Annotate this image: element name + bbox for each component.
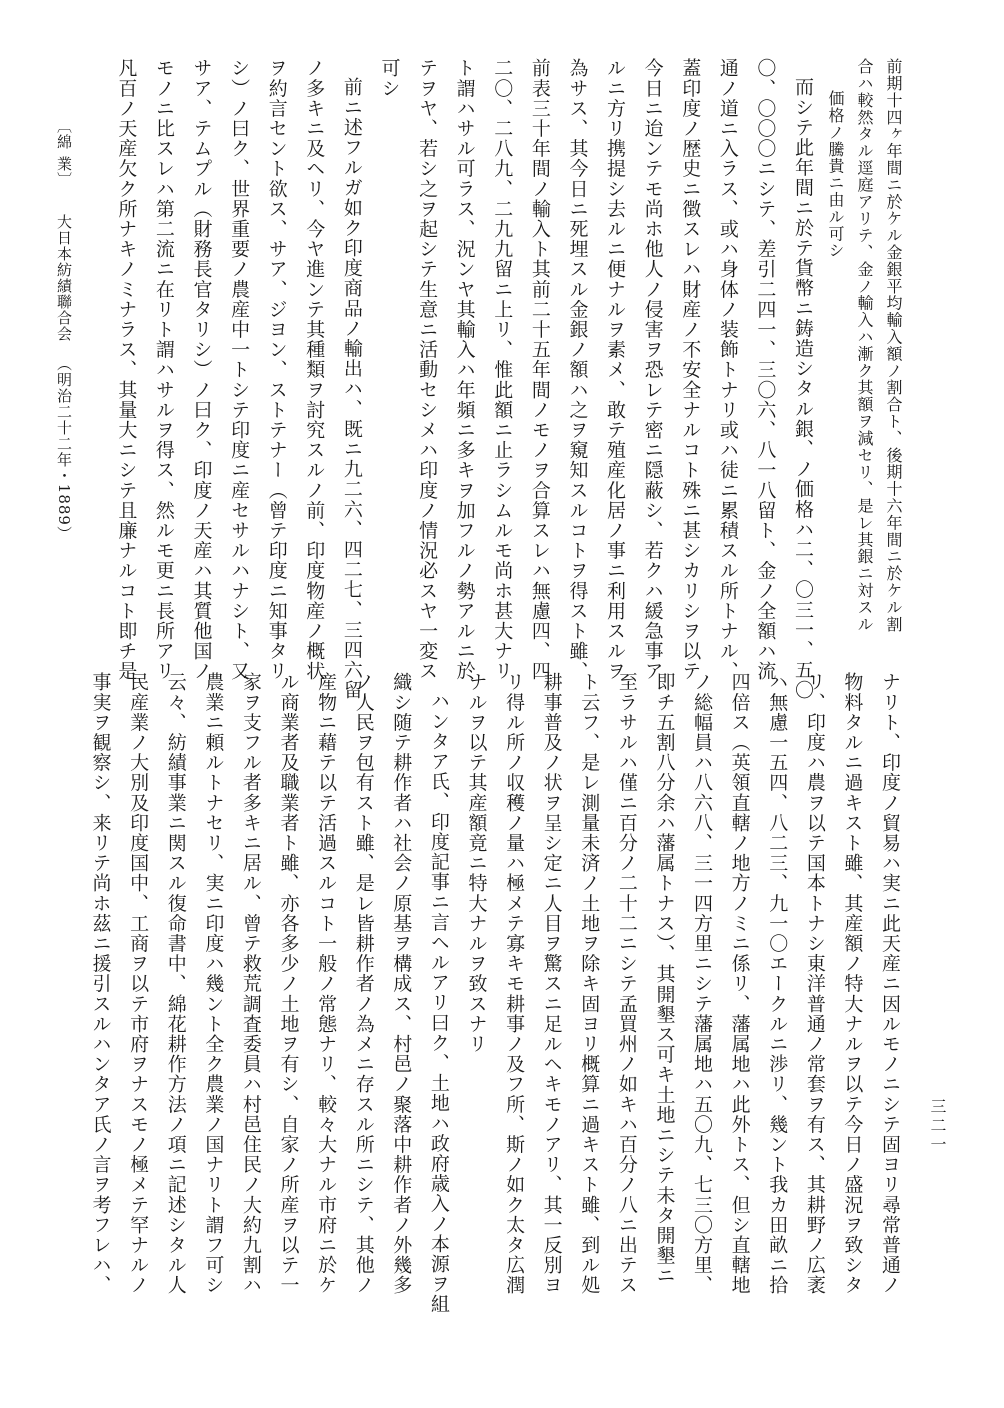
text-column: 織シ随テ耕作者ハ社会ノ原基ヲ構成ス、村邑ノ聚落中耕作者ノ外幾多 — [390, 672, 413, 1296]
text-column: ヲ約言セント欲ス、サア、ジヨン、ストテナー（曾テ印度ニ知事タリ — [265, 58, 288, 682]
text-column: 而シテ此年間ニ於テ貨幣ニ鋳造シタル銀、ノ価格ハ二、〇三一、五〇 — [792, 77, 814, 701]
text-column: 至ラサルハ僅ニ百分ノ二十二ニシテ孟買州ノ如キハ百分ノ八ニ出テス — [615, 672, 638, 1296]
text-column: テヲヤ、若シ之ヲ起シテ生意ニ活動セシメハ印度ノ情況必スヤ一変ス — [416, 58, 439, 682]
text-column: 民産業ノ大別及印度国中、工商ヲ以テ市府ヲナスモノ極メテ罕ナルノ — [127, 672, 150, 1296]
text-column: 即チ五割八分余ハ藩属トナス）、其開墾ス可キ土地ニシテ未タ開墾ニ — [653, 672, 676, 1286]
text-column: 前期十四ヶ年間ニ於ケル金銀平均輸入額ノ割合ト、後期十六年間ニ於ケル割 — [884, 58, 903, 633]
text-column: リ、印度ハ農ヲ以テ国本トナシ東洋普通ノ常套ヲ有ス、其耕野ノ広袤 — [803, 672, 826, 1296]
text-column: 価格ノ騰貴ニ由ル可シ — [826, 90, 845, 259]
text-column: 通ノ道ニ入ラス、或ハ身体ノ装飾トナリ或ハ徒ニ累積スル所トナル、 — [716, 58, 739, 682]
text-column: 二〇、二八九、二九九留ニ上リ、惟此額ニ止ラシムルモ尚ホ甚大ナリ — [491, 58, 514, 682]
text-column: 可シ — [378, 58, 401, 99]
text-column: ノ総幅員ハ八六八、三一四方里ニシテ藩属地ハ五〇九、七三〇方里、 — [691, 672, 714, 1296]
text-column: 前表三十年間ノ輸入ト其前二十五年間ノモノヲ合算スレハ無慮四、四 — [528, 58, 551, 682]
text-column: 今日ニ迨ンテモ尚ホ他人ノ侵害ヲ恐レテ密ニ隠蔽シ、若クハ緩急事ア — [641, 58, 664, 682]
text-column: ハ無慮一五四、八二三、九一〇エークルニ渉リ、幾ント我カ田畝ニ拾 — [766, 672, 789, 1296]
page-number: 三二一 — [928, 1098, 947, 1155]
text-column: 事実ヲ観察シ、来リテ尚ホ茲ニ援引スルハンタア氏ノ言ヲ考フレハ、 — [89, 672, 112, 1296]
text-column: モノニ比スレハ第二流ニ在リト謂ハサルヲ得ス、然ルモ更ニ長所アリ — [152, 58, 175, 682]
text-column: 凡百ノ天産欠ク所ナキノミナラス、其量大ニシテ且廉ナルコト即チ是 — [115, 58, 138, 682]
text-column: 〇、〇〇〇ニシテ、差引二四一、三〇六、八一八留ト、金ノ全額ハ流 — [754, 58, 777, 682]
footer-publisher: 大日本紡績聯合会 — [55, 213, 73, 342]
text-column: 農業ニ頼ルトナセリ、実ニ印度ハ幾ント全ク農業ノ国ナリト謂フ可シ — [202, 672, 225, 1296]
text-column: 物料タルニ過キスト雖、其産額ノ特大ナルヲ以テ今日ノ盛況ヲ致シタ — [841, 672, 864, 1296]
footer-date: （明治二十二年・1889） — [55, 355, 73, 542]
text-column: リ得ル所ノ収穫ノ量ハ極メテ寡キモ耕事ノ及フ所、斯ノ如ク太タ広潤 — [503, 672, 526, 1296]
text-column: ノ多キニ及ヘリ、今ヤ進ンテ其種類ヲ討究スルノ前、印度物産ノ概状 — [303, 58, 326, 682]
upper-text-block — [107, 58, 908, 701]
text-column: ノ人民ヲ包有スト雖、是レ皆耕作者ノ為メニ存スル所ニシテ、其他ノ — [352, 672, 375, 1296]
text-column: ル商業者及職業者ト雖、亦各多少ノ土地ヲ有シ、自家ノ所産ヲ以テ一 — [277, 672, 300, 1296]
text-column: ハンタア氏、印度記事ニ言ヘルアリ曰ク、土地ハ政府歳入ノ本源ヲ組 — [427, 691, 450, 1315]
footer-section-label: 〔綿 業〕 — [55, 118, 73, 188]
text-column: ナリト、印度ノ貿易ハ実ニ此天産ニ因ルモノニシテ固ヨリ尋常普通ノ — [879, 672, 901, 1296]
text-column: ト謂ハサル可ラス、況ンヤ其輸入ハ年頻ニ多キヲ加フルノ勢アルニ於 — [453, 58, 476, 682]
text-column: シ）ノ曰ク、世界重要ノ農産中一トシテ印度ニ産セサルハナシト、又 — [228, 58, 251, 682]
lower-text-block — [81, 672, 908, 1315]
text-column: ナルヲ以テ其産額竟ニ特大ナルヲ致スナリ — [465, 672, 488, 1054]
running-footer — [54, 118, 75, 678]
text-column: 四倍ス（英領直轄ノ地方ノミニ係リ、藩属地ハ此外トス、但シ直轄地 — [728, 672, 751, 1296]
text-column: 蓋印度ノ歴史ニ徴スレハ財産ノ不安全ナルコト殊ニ甚シカリシヲ以テ — [679, 58, 702, 682]
text-column: ト云フ、是レ測量未済ノ土地ヲ除キ固ヨリ概算ニ過キスト雖、到ル処 — [578, 672, 601, 1296]
text-column: 家ヲ支フル者多キニ居ル、曾テ救荒調査委員ハ村邑住民ノ大約九割ハ — [239, 672, 262, 1296]
text-column: 為サス、其今日ニ死埋スル金銀ノ額ハ之ヲ窺知スルコトヲ得スト雖、 — [566, 58, 589, 682]
text-column: サア、テムプル（財務長官タリシ）ノ曰ク、印度ノ天産ハ其質他国ノ — [190, 58, 213, 682]
text-column: 云々、紡績事業ニ関スル復命書中、綿花耕作方法ノ項ニ記述シタル人 — [164, 672, 187, 1296]
text-column: ルニ方リ携提シ去ルニ便ナルヲ素メ、敢テ殖産化居ノ事ニ利用スルヲ — [604, 58, 627, 682]
text-column: 前ニ述フルガ如ク印度商品ノ輸出ハ、既ニ九二六、四二七、三四六留 — [340, 77, 363, 701]
text-column: 合ハ較然タル逕庭アリテ、金ノ輸入ハ漸ク其額ヲ減セリ、是レ其銀ニ対スル — [855, 58, 874, 633]
text-column: 耕事普及ノ状ヲ呈シ定ニ人目ヲ驚スニ足ルヘキモノアリ、其一反別ヨ — [540, 672, 563, 1296]
text-column: 産物ニ藉テ以テ活過スルコト一般ノ常態ナリ、較々大ナル市府ニ於ケ — [315, 672, 338, 1296]
